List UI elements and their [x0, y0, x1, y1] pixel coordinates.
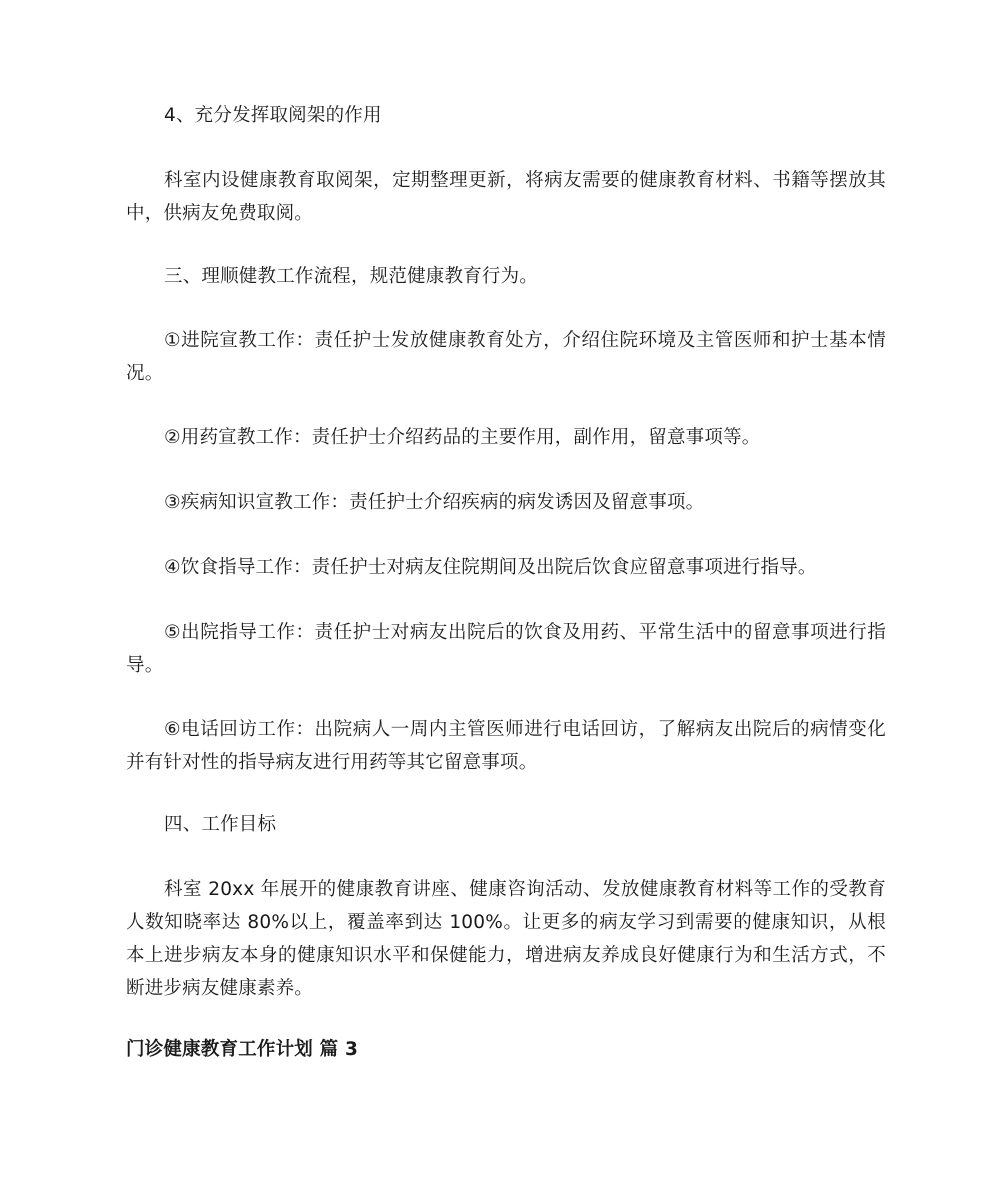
- paragraph-6: ③疾病知识宣教工作：责任护士介绍疾病的病发诱因及留意事项。: [164, 492, 705, 513]
- paragraph-7: ④饮食指导工作：责任护士对病友住院期间及出院后饮食应留意事项进行指导。: [164, 557, 817, 578]
- paragraph-1: 4、充分发挥取阅架的作用: [164, 105, 382, 126]
- paragraph-9: ⑥电话回访工作：出院病人一周内主管医师进行电话回访，了解病友出院后的病情变化并有针对性的指导病友进行用药等其它留意事项。: [126, 719, 886, 773]
- section-heading: 门诊健康教育工作计划 篇 3: [126, 1039, 359, 1060]
- paragraph-2: 科室内设健康教育取阅架，定期整理更新，将病友需要的健康教育材料、书籍等摆放其中，供病友免费取阅。: [126, 170, 886, 224]
- paragraph-4: ①进院宣教工作：责任护士发放健康教育处方，介绍住院环境及主管医师和护士基本情况。: [126, 330, 886, 384]
- paragraph-5: ②用药宣教工作：责任护士介绍药品的主要作用，副作用，留意事项等。: [164, 427, 761, 448]
- paragraph-11: 科室 20xx 年展开的健康教育讲座、健康咨询活动、发放健康教育材料等工作的受教育人数知晓率达 80%以上，覆盖率到达 100%。让更多的病友学习到需要的健康知识，从根本上进步病友本身的健康知识水平和保健能力，增进病友养成良好健康行为和生活方式，不断进步病友健康素养。: [126, 879, 886, 999]
- paragraph-3: 三、理顺健教工作流程，规范健康教育行为。: [164, 266, 539, 287]
- paragraph-10: 四、工作目标: [164, 814, 277, 835]
- paragraph-8: ⑤出院指导工作：责任护士对病友出院后的饮食及用药、平常生活中的留意事项进行指导。: [126, 622, 886, 676]
